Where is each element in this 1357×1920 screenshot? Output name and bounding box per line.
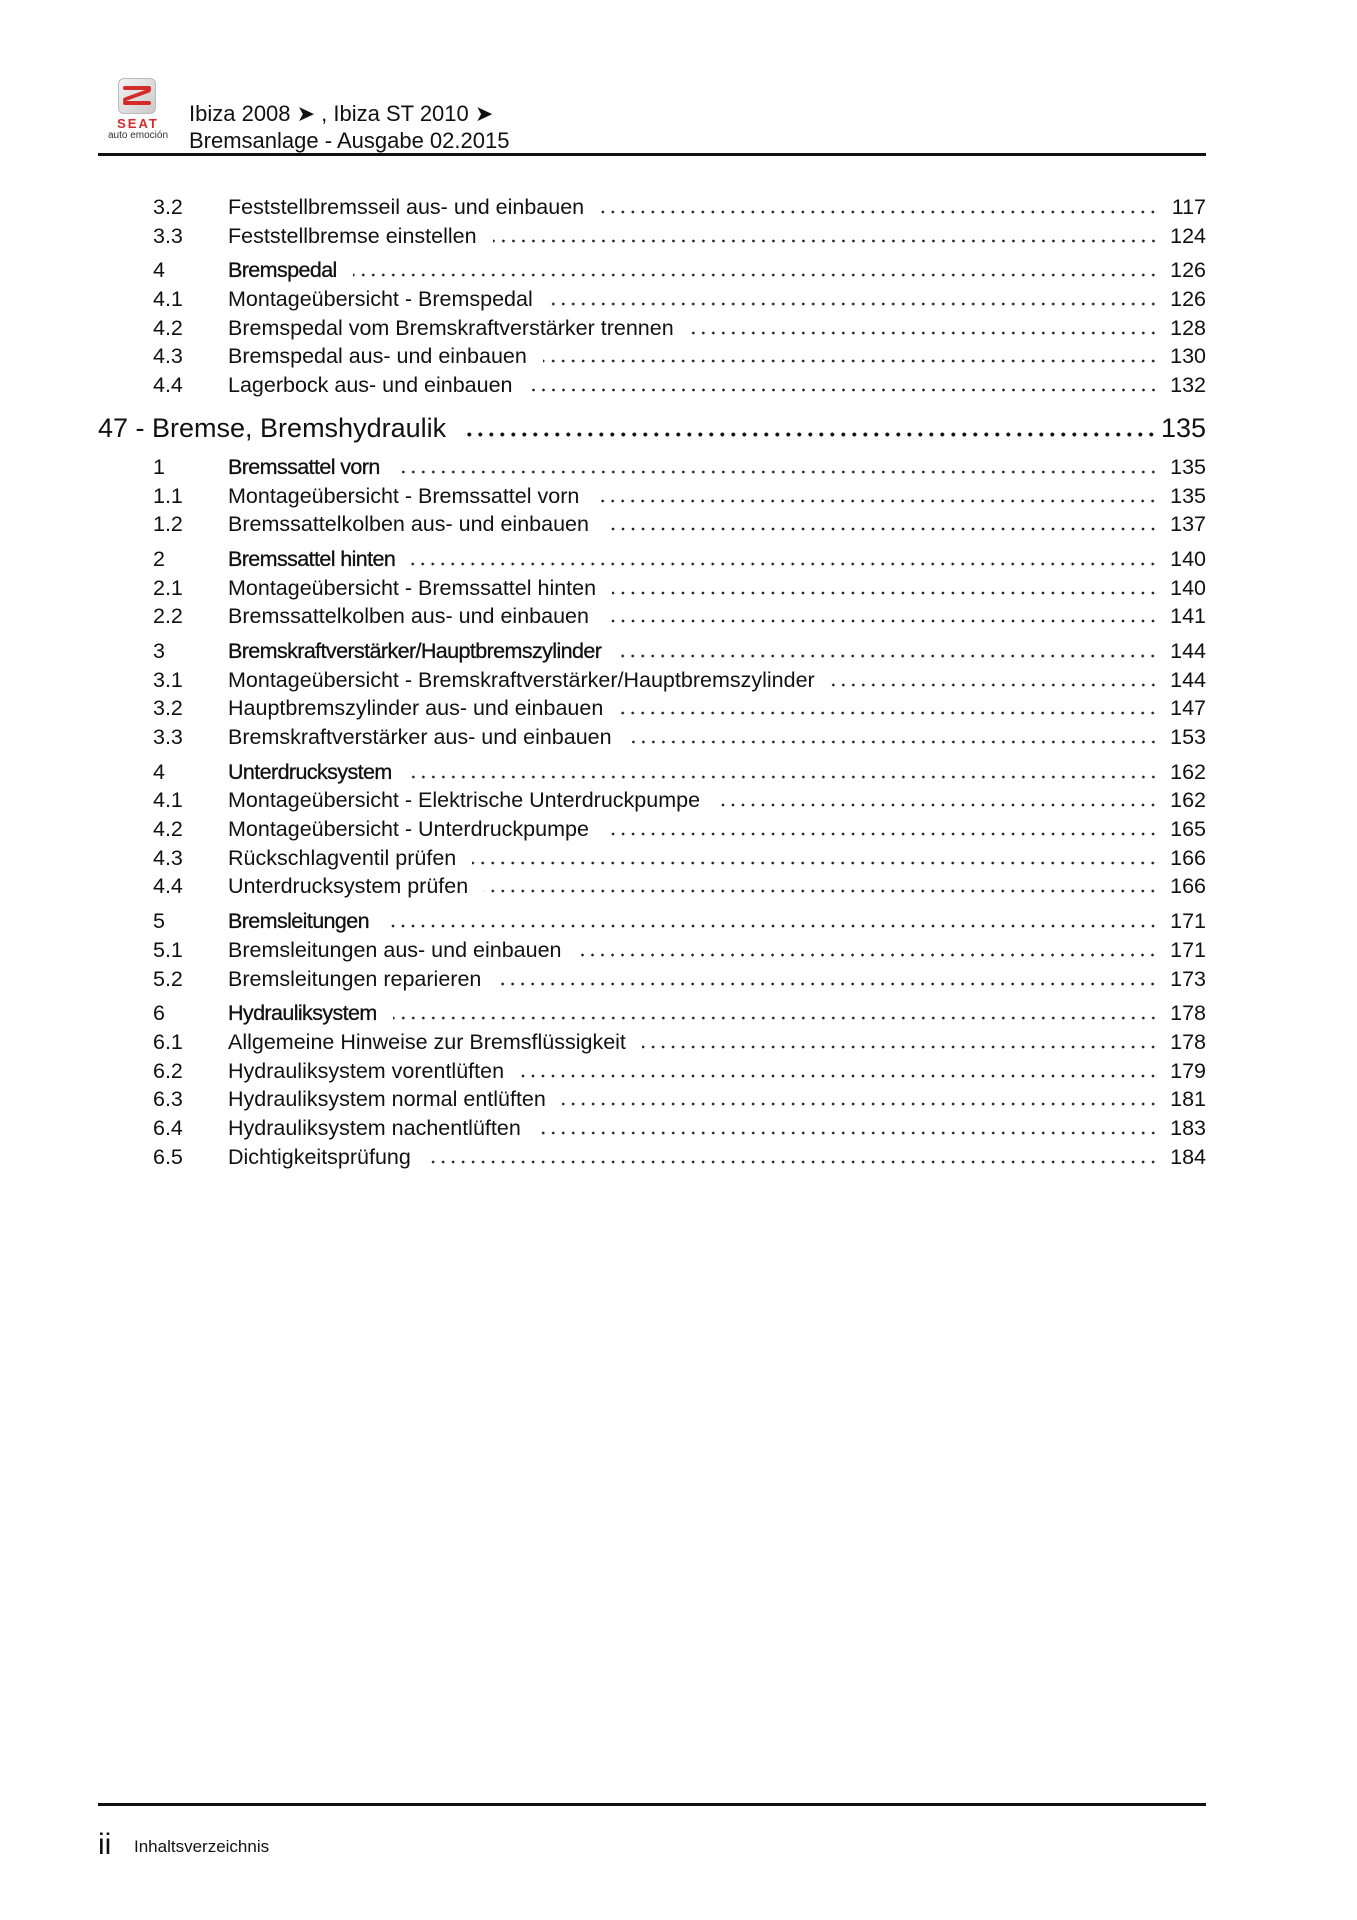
toc-title: Montageübersicht - Bremssattel hinten — [228, 575, 597, 600]
toc-title: Hydrauliksystem — [228, 1001, 377, 1026]
toc-page: 183 — [1170, 1115, 1206, 1140]
toc-page: 181 — [1170, 1087, 1206, 1112]
toc-entry[interactable] — [98, 1114, 1206, 1143]
header-model: Ibiza 2008 ➤ , Ibiza ST 2010 ➤ — [189, 101, 494, 126]
toc-number: 2.1 — [153, 575, 183, 600]
leader-dots — [493, 239, 1158, 243]
toc-page: 124 — [1170, 223, 1206, 248]
toc-entry[interactable] — [98, 222, 1206, 251]
toc-page: 132 — [1170, 373, 1206, 398]
seat-logo — [98, 78, 178, 142]
seat-badge-icon — [118, 78, 156, 114]
toc-title: Bremskraftverstärker aus- und einbauen — [228, 725, 612, 749]
leader-dots — [612, 591, 1158, 595]
leader-dots — [690, 331, 1158, 335]
leader-dots — [628, 740, 1158, 744]
toc-number: 6.4 — [153, 1115, 183, 1140]
toc-page: 153 — [1170, 725, 1206, 749]
toc-page: 128 — [1170, 315, 1206, 340]
toc-entry[interactable] — [98, 936, 1206, 965]
toc-page: 171 — [1170, 909, 1206, 934]
toc-page: 135 — [1160, 412, 1206, 443]
toc-title: Montageübersicht - Unterdruckpumpe — [228, 817, 589, 842]
toc-entry[interactable] — [98, 510, 1206, 539]
leader-dots — [484, 889, 1158, 893]
toc-entry[interactable] — [98, 314, 1206, 343]
toc-page: 162 — [1170, 759, 1206, 784]
toc-page: 162 — [1170, 788, 1206, 813]
toc-title: Rückschlagventil prüfen — [228, 845, 457, 870]
toc-number: 5 — [153, 909, 165, 934]
leader-dots — [600, 210, 1158, 214]
toc-number: 6.5 — [153, 1144, 183, 1169]
toc-title: Bremsleitungen aus- und einbauen — [228, 937, 562, 962]
toc-number: 4.2 — [153, 315, 183, 340]
leader-dots — [385, 924, 1158, 928]
toc-entry[interactable] — [98, 453, 1206, 482]
toc-entry[interactable] — [98, 1085, 1206, 1114]
toc-title: Feststellbremsseil aus- und einbauen — [228, 195, 585, 219]
toc-entry[interactable] — [98, 786, 1206, 815]
toc-page: 141 — [1170, 604, 1206, 629]
toc-number: 4.2 — [153, 817, 183, 842]
toc-page: 179 — [1170, 1058, 1206, 1083]
toc-number: 3 — [153, 638, 165, 663]
toc-title: Unterdrucksystem prüfen — [228, 874, 469, 899]
toc-entry[interactable] — [98, 574, 1206, 603]
toc-page: 184 — [1170, 1144, 1206, 1169]
toc-entry[interactable] — [98, 965, 1206, 994]
toc-number: 4 — [153, 759, 165, 784]
toc-page: 137 — [1170, 512, 1206, 537]
leader-dots — [537, 1131, 1158, 1135]
toc-entry[interactable] — [98, 815, 1206, 844]
toc-title: Bremsleitungen — [228, 909, 369, 934]
toc-entry[interactable] — [98, 1143, 1206, 1172]
leader-dots — [549, 302, 1158, 306]
toc-entry[interactable] — [98, 844, 1206, 873]
toc-page: 126 — [1170, 287, 1206, 312]
toc-entry[interactable] — [98, 907, 1206, 936]
toc-page: 166 — [1170, 874, 1206, 899]
toc-number: 4.4 — [153, 373, 183, 398]
toc-title: Hydrauliksystem nachentlüften — [228, 1115, 521, 1140]
toc-number: 3.2 — [153, 195, 183, 219]
leader-dots — [617, 654, 1158, 658]
leader-dots — [605, 832, 1158, 836]
leader-dots — [520, 1074, 1158, 1078]
table-of-contents — [98, 193, 1206, 1171]
toc-entry[interactable] — [98, 482, 1206, 511]
leader-dots — [595, 499, 1158, 503]
toc-title: Feststellbremse einstellen — [228, 223, 477, 248]
toc-title: Bremspedal vom Bremskraftverstärker trennen — [228, 315, 674, 340]
toc-title: Bremspedal aus- und einbauen — [228, 344, 527, 369]
leader-dots — [427, 1160, 1158, 1164]
leader-dots — [396, 470, 1158, 474]
footer-divider — [98, 1803, 1206, 1806]
toc-entry[interactable] — [98, 872, 1206, 901]
toc-number: 1.2 — [153, 512, 183, 537]
toc-entry[interactable] — [98, 545, 1206, 574]
toc-number: 3.3 — [153, 725, 183, 749]
toc-number: 4.1 — [153, 287, 183, 312]
leader-dots — [716, 803, 1158, 807]
leader-dots — [605, 527, 1158, 531]
leader-dots — [543, 359, 1158, 363]
leader-dots — [408, 775, 1158, 779]
toc-title: Montageübersicht - Bremskraftverstärker/Hauptbremszylinder — [228, 667, 815, 692]
toc-page: 135 — [1170, 454, 1206, 479]
leader-dots — [411, 562, 1158, 566]
logo-tagline: auto emoción — [107, 130, 169, 141]
toc-page: 140 — [1170, 546, 1206, 571]
toc-title: Hauptbremszylinder aus- und einbauen — [228, 696, 604, 721]
leader-dots — [466, 432, 1157, 437]
toc-entry[interactable] — [98, 410, 1206, 447]
toc-entry[interactable] — [98, 193, 1206, 222]
toc-number: 6 — [153, 1001, 165, 1026]
toc-page: 165 — [1170, 817, 1206, 842]
toc-page: 144 — [1170, 667, 1206, 692]
toc-title: Montageübersicht - Bremspedal — [228, 287, 533, 312]
toc-page: 178 — [1170, 1001, 1206, 1026]
toc-page: 126 — [1170, 258, 1206, 283]
toc-entry[interactable] — [98, 999, 1206, 1028]
toc-entry[interactable] — [98, 342, 1206, 371]
toc-number: 5.2 — [153, 966, 183, 991]
toc-entry[interactable] — [98, 723, 1206, 752]
toc-number: 5.1 — [153, 937, 183, 962]
leader-dots — [393, 1016, 1158, 1020]
leader-dots — [497, 982, 1158, 986]
toc-number: 6.2 — [153, 1058, 183, 1083]
leader-dots — [642, 1045, 1158, 1049]
toc-title: Bremsleitungen reparieren — [228, 966, 482, 991]
toc-title: Bremssattelkolben aus- und einbauen — [228, 604, 589, 629]
toc-title: Montageübersicht - Bremssattel vorn — [228, 483, 580, 508]
toc-page: 178 — [1170, 1029, 1206, 1054]
toc-page: 147 — [1170, 696, 1206, 721]
toc-number: 4.1 — [153, 788, 183, 813]
toc-title: Hydrauliksystem normal entlüften — [228, 1087, 546, 1112]
toc-page: 135 — [1170, 483, 1206, 508]
toc-title: Bremspedal — [228, 258, 337, 283]
toc-number: 4.4 — [153, 874, 183, 899]
toc-title: Montageübersicht - Elektrische Unterdruckpumpe — [228, 788, 701, 813]
toc-page: 144 — [1170, 638, 1206, 663]
toc-entry[interactable] — [98, 602, 1206, 631]
toc-entry[interactable] — [98, 637, 1206, 666]
toc-title: 47 - Bremse, Bremshydraulik — [98, 412, 447, 443]
toc-page: 117 — [1171, 195, 1206, 219]
toc-title: Allgemeine Hinweise zur Bremsflüssigkeit — [228, 1029, 626, 1054]
toc-page: 171 — [1170, 937, 1206, 962]
toc-page: 166 — [1170, 845, 1206, 870]
toc-title: Bremssattel vorn — [228, 454, 380, 479]
header-divider — [98, 153, 1206, 156]
toc-number: 4.3 — [153, 845, 183, 870]
toc-title: Bremssattelkolben aus- und einbauen — [228, 512, 589, 537]
leader-dots — [619, 711, 1158, 715]
leader-dots — [562, 1102, 1158, 1106]
toc-entry[interactable] — [98, 1057, 1206, 1086]
toc-title: Hydrauliksystem vorentlüften — [228, 1058, 505, 1083]
logo-brand: SEAT — [117, 116, 159, 131]
toc-number: 3.2 — [153, 696, 183, 721]
toc-title: Lagerbock aus- und einbauen — [228, 373, 513, 398]
leader-dots — [605, 619, 1158, 623]
toc-entry[interactable] — [98, 1028, 1206, 1057]
leader-dots — [577, 953, 1158, 957]
toc-number: 2 — [153, 546, 165, 571]
toc-number: 1.1 — [153, 483, 183, 508]
toc-number: 6.1 — [153, 1029, 183, 1054]
toc-number: 6.3 — [153, 1087, 183, 1112]
toc-title: Bremssattel hinten — [228, 546, 396, 571]
footer-page-number: ii — [98, 1828, 112, 1861]
page-header — [189, 100, 509, 154]
toc-title: Unterdrucksystem — [228, 759, 392, 784]
leader-dots — [529, 388, 1159, 392]
footer-section: Inhaltsverzeichnis — [134, 1837, 270, 1856]
leader-dots — [353, 273, 1158, 277]
toc-entry[interactable] — [98, 694, 1206, 723]
toc-entry[interactable] — [98, 371, 1206, 400]
leader-dots — [831, 683, 1158, 687]
toc-number: 4 — [153, 258, 165, 283]
toc-number: 3.3 — [153, 223, 183, 248]
toc-entry[interactable] — [98, 285, 1206, 314]
header-edition: Bremsanlage - Ausgabe 02.2015 — [189, 128, 510, 153]
toc-page: 173 — [1170, 966, 1206, 991]
toc-page: 140 — [1170, 575, 1206, 600]
toc-number: 3.1 — [153, 667, 183, 692]
toc-title: Dichtigkeitsprüfung — [228, 1144, 411, 1169]
toc-entry[interactable] — [98, 758, 1206, 787]
toc-page: 130 — [1170, 344, 1206, 369]
toc-entry[interactable] — [98, 666, 1206, 695]
toc-number: 4.3 — [153, 344, 183, 369]
toc-entry[interactable] — [98, 256, 1206, 285]
toc-title: Bremskraftverstärker/Hauptbremszylinder — [228, 638, 602, 663]
leader-dots — [472, 861, 1158, 865]
toc-number: 2.2 — [153, 604, 183, 629]
toc-number: 1 — [153, 454, 165, 479]
